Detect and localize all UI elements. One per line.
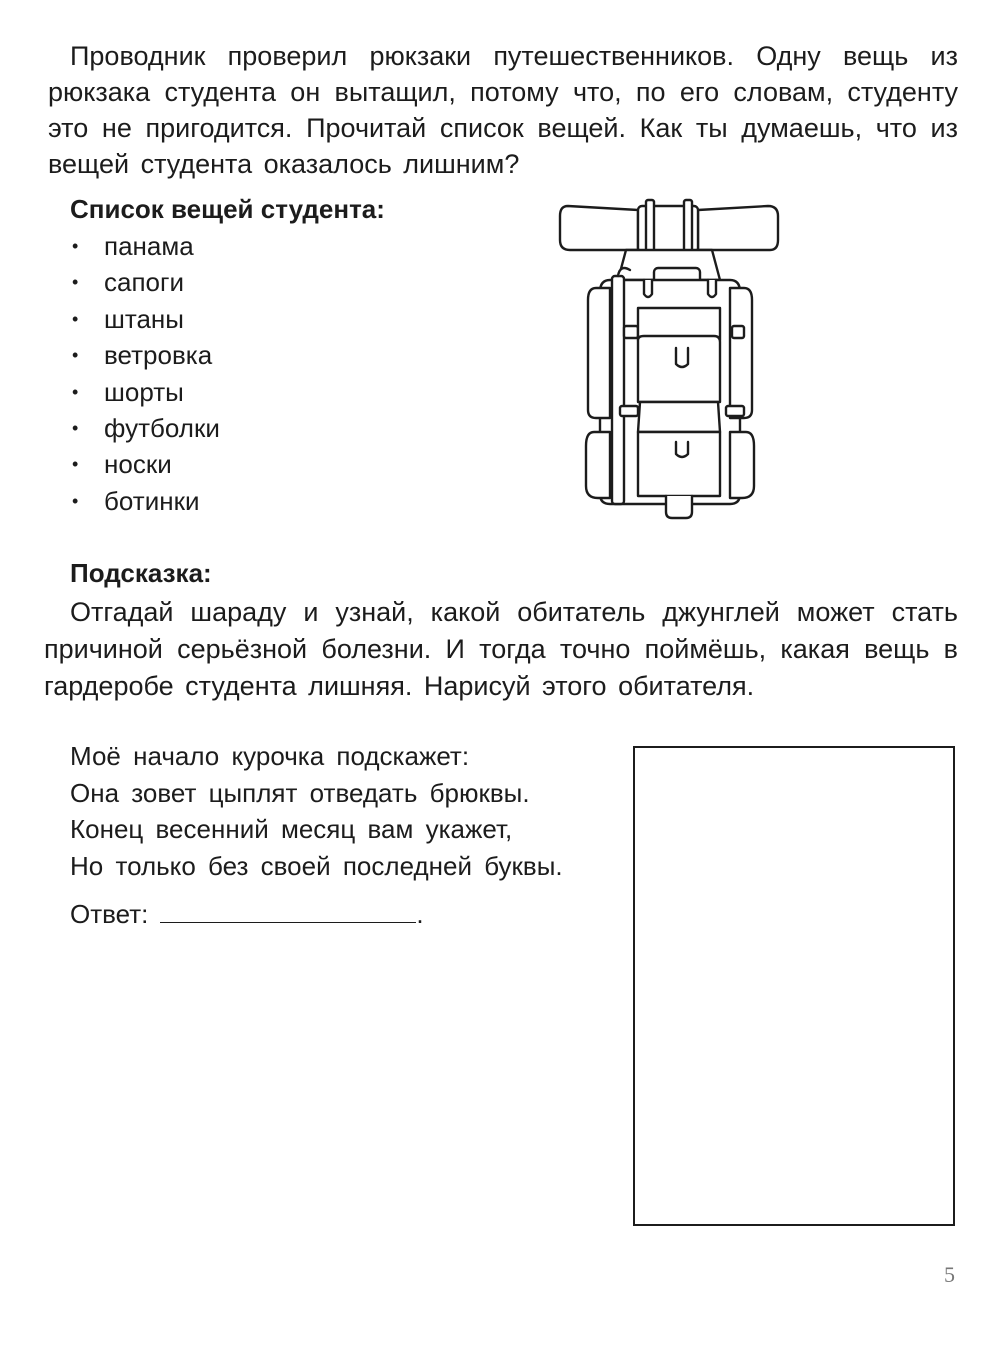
riddle-line: Она зовет цыплят отведать брюквы. xyxy=(70,777,530,808)
bullet-icon: • xyxy=(72,381,79,402)
bullet-icon: • xyxy=(72,345,79,366)
bullet-icon: • xyxy=(72,490,79,511)
list-item: • шорты xyxy=(70,374,220,410)
page-number: 5 xyxy=(944,1262,955,1287)
hint-title: Подсказка: xyxy=(70,558,212,588)
list-item: • панама xyxy=(70,228,220,264)
answer-row xyxy=(70,896,424,930)
intro-paragraph: Проводник проверил рюкзаки путешественников. Одну вещь из рюкзака студента он вытащил, потому что, по его словам, студенту это не пригодится. Прочитай список вещей. Как ты думаешь, что из вещей студента оказалось лишним? xyxy=(48,41,958,179)
answer-field[interactable] xyxy=(160,896,416,923)
answer-label: Ответ: xyxy=(70,899,149,929)
riddle-line: Но только без своей последней буквы. xyxy=(70,850,563,881)
riddle-poem xyxy=(70,738,563,884)
hint-paragraph: Отгадай шараду и узнай, какой обитатель джунглей может стать причиной серьёзной болезни. И тогда точно поймёшь, какая вещь в гардеробе студента лишняя. Нарисуй этого обитателя. xyxy=(44,597,958,701)
student-list-title: Список вещей студента: xyxy=(70,194,385,224)
riddle-line: Моё начало курочка подскажет: xyxy=(70,741,470,771)
answer-suffix: . xyxy=(416,899,424,929)
list-item: • штаны xyxy=(70,301,220,337)
backpack-icon xyxy=(548,196,788,526)
bullet-icon: • xyxy=(72,308,79,329)
student-items-list xyxy=(70,228,220,519)
riddle-line: Конец весенний месяц вам укажет, xyxy=(70,814,513,844)
list-item: • ветровка xyxy=(70,337,220,373)
bullet-icon: • xyxy=(72,417,79,438)
bullet-icon: • xyxy=(72,236,79,256)
list-item: • футболки xyxy=(70,410,220,446)
drawing-box[interactable] xyxy=(633,746,955,1226)
bullet-icon: • xyxy=(72,272,79,293)
list-item: • сапоги xyxy=(70,264,220,300)
bullet-icon: • xyxy=(72,454,79,475)
list-item: • носки xyxy=(70,446,220,482)
list-item: • ботинки xyxy=(70,483,220,519)
